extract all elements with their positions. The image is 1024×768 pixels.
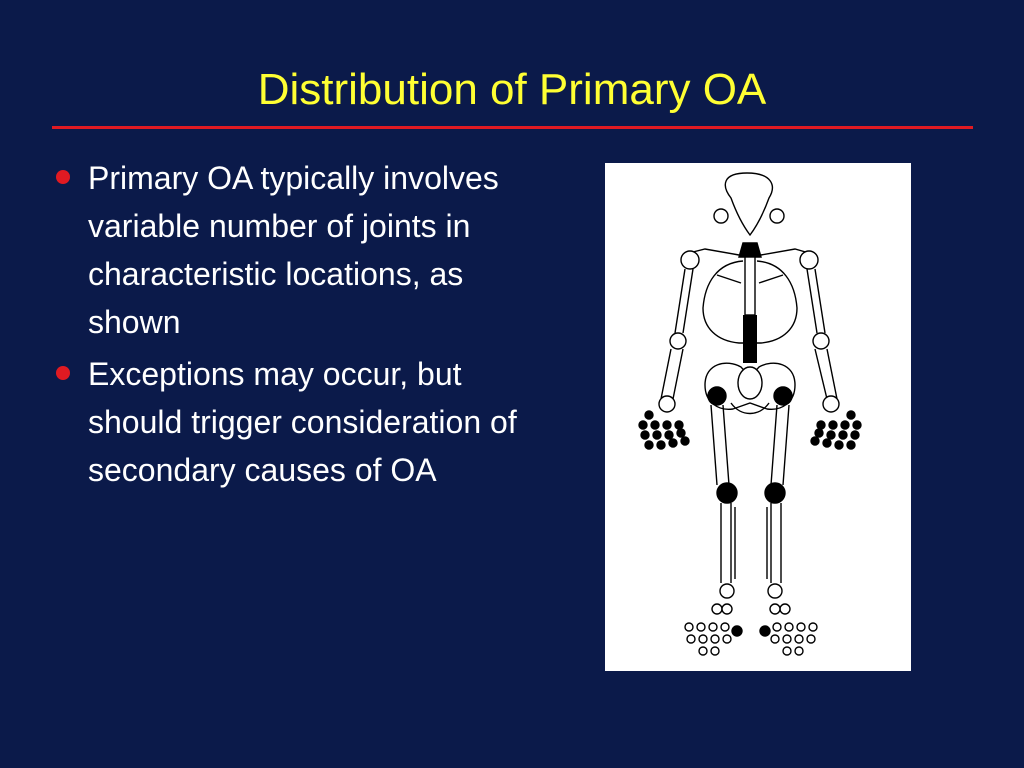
slide-title: Distribution of Primary OA [257,65,767,114]
cervical-spine-joint [739,243,761,257]
right-rib-cage [757,261,797,343]
title-divider [52,126,973,129]
right-first-mtp-joint [760,626,770,636]
skeleton-joint-diagram-icon [605,163,911,671]
bullet-text: Exceptions may occur, but should trigger consideration of secondary causes of OA [88,356,517,488]
right-foot [770,604,817,655]
bullet-marker-icon [56,366,70,380]
left-tibia [721,503,735,583]
left-rib-line [717,275,741,283]
lumbar-spine-joint [743,315,757,363]
right-rib-line [759,275,783,283]
left-knee-joint [717,483,737,503]
left-temporal-circle [714,209,728,223]
skeleton-figure [605,163,911,671]
right-wrist-circle [823,396,839,412]
right-temporal-circle [770,209,784,223]
right-femur [771,405,789,485]
left-foot [685,604,732,655]
left-upper-arm [675,269,693,333]
left-elbow-circle [670,333,686,349]
right-elbow-circle [813,333,829,349]
bullet-list [54,154,544,498]
right-forearm [815,349,837,399]
bullet-marker-icon [56,170,70,184]
left-wrist-circle [659,396,675,412]
left-forearm [661,349,683,399]
right-ankle-circle [768,584,782,598]
left-femur [711,405,729,485]
left-ankle-circle [720,584,734,598]
right-upper-arm [807,269,825,333]
right-hip-joint [774,387,792,405]
right-hand [811,411,861,449]
left-hand [639,411,689,449]
bullet-item [54,350,544,494]
thoracic-spine [745,257,755,315]
sacrum [738,367,762,399]
left-rib-cage [703,261,743,343]
right-tibia [767,503,781,583]
bullet-item [54,154,544,346]
skull-outline [725,173,772,235]
left-first-mtp-joint [732,626,742,636]
right-shoulder-circle [800,251,818,269]
right-knee-joint [765,483,785,503]
bullet-text: Primary OA typically involves variable number of joints in characteristic locations, as shown [88,160,499,340]
left-hip-joint [708,387,726,405]
left-shoulder-circle [681,251,699,269]
